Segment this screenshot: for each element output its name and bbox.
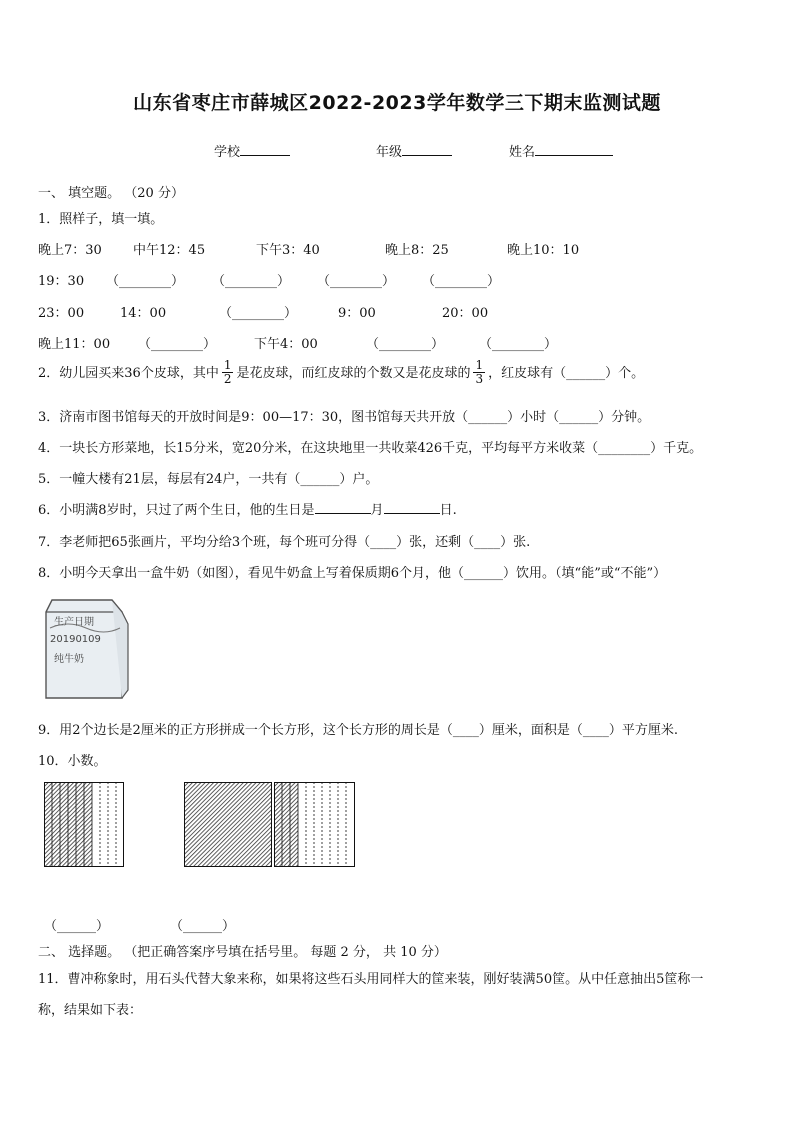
q1-row2-cell: （________） xyxy=(317,274,396,289)
q1-row1-cell: 下午3：40 xyxy=(256,243,320,258)
q2-text xyxy=(38,360,644,387)
shaded-region xyxy=(274,782,298,867)
q6-part1: 6．小明满8岁时，只过了两个生日，他的生日是 xyxy=(38,503,315,518)
name-field xyxy=(509,141,613,160)
q1-row3-cell: 23：00 xyxy=(38,306,85,321)
q10-text: 10．小数。 xyxy=(38,754,107,769)
q2-part1: 2．幼儿园买来36个皮球，其中 xyxy=(38,366,219,381)
fraction-denominator: 2 xyxy=(223,372,232,386)
fraction-one-half xyxy=(222,359,234,386)
section2-heading: 二、 选择题。 （把正确答案序号填在括号里。 每题 2 分， 共 10 分） xyxy=(38,945,447,960)
q1-row4-cell: （________） xyxy=(366,337,445,352)
page-title: 山东省枣庄市薛城区2022-2023学年数学三下期末监测试题 xyxy=(133,92,661,114)
milk-carton-image xyxy=(38,598,130,708)
q1-row1-cell: 晚上7：30 xyxy=(38,243,102,258)
q6-part2: 月 xyxy=(370,503,384,518)
q10-answer-1: （______） xyxy=(44,919,110,934)
q1-row3-cell: 14：00 xyxy=(120,306,167,321)
school-field xyxy=(214,141,290,160)
q11-line1: 11．曹冲称象时，用石头代替大象来称，如果将这些石头用同样大的筐来装，刚好装满50筐。从中任意抽出5筐称一 xyxy=(38,972,704,987)
q1-row4-cell: 下午4：00 xyxy=(254,337,318,352)
q1-row4-cell: （________） xyxy=(479,337,558,352)
q1-text: 1．照样子，填一填。 xyxy=(38,212,164,227)
q1-row1-cell: 晚上10：10 xyxy=(507,243,580,258)
q7-text: 7．李老师把65张画片，平均分给3个班，每个班可分得（____）张，还剩（____）张. xyxy=(38,535,531,550)
grade-blank xyxy=(402,143,452,156)
name-blank xyxy=(535,143,613,156)
month-blank xyxy=(315,501,371,514)
production-date-value: 20190109 xyxy=(50,634,101,645)
fraction-one-third xyxy=(473,359,485,386)
product-name: 纯牛奶 xyxy=(54,654,84,665)
q1-row1-cell: 晚上8：25 xyxy=(385,243,449,258)
q6-text xyxy=(38,499,457,518)
q1-row4-cell: （________） xyxy=(138,337,217,352)
grade-field xyxy=(376,141,452,160)
shaded-region xyxy=(184,782,272,867)
q1-row3-cell: 20：00 xyxy=(442,306,489,321)
q4-text: 4．一块长方形菜地，长15分米，宽20分米，在这块地里一共收菜426千克，平均每平方米收菜（________）千克。 xyxy=(38,441,703,456)
decimal-grid-left xyxy=(44,782,124,868)
section1-heading: 一、 填空题。 （20 分） xyxy=(38,186,184,201)
q2-part2: 是花皮球，而红皮球的个数又是花皮球的 xyxy=(236,366,471,381)
q9-text: 9．用2个边长是2厘米的正方形拼成一个长方形，这个长方形的周长是（____）厘米，面积是（____）平方厘米. xyxy=(38,723,678,738)
q1-row4-cell: 晚上11：00 xyxy=(38,337,111,352)
q1-row3-cell: 9：00 xyxy=(338,306,376,321)
q5-text: 5．一幢大楼有21层，每层有24户，一共有（______）户。 xyxy=(38,472,379,487)
name-label: 姓名 xyxy=(509,145,536,160)
q6-part3: 日. xyxy=(439,503,457,518)
q1-row2-cell: （________） xyxy=(106,274,185,289)
fraction-numerator: 1 xyxy=(475,358,484,372)
q10-answer-2: （______） xyxy=(170,919,236,934)
q11-line2: 称，结果如下表： xyxy=(38,1003,143,1018)
school-blank xyxy=(240,143,290,156)
q3-text: 3．济南市图书馆每天的开放时间是9：00—17：30，图书馆每天共开放（______）小时（______）分钟。 xyxy=(38,410,651,425)
q1-row2-cell: （________） xyxy=(422,274,501,289)
production-date-label: 生产日期 xyxy=(54,617,94,628)
q8-text: 8．小明今天拿出一盒牛奶（如图），看见牛奶盒上写着保质期6个月，他（______）饮用。（填“能”或“不能”） xyxy=(38,566,667,581)
q2-part3: ，红皮球有（______）个。 xyxy=(488,366,645,381)
decimal-grid-middle xyxy=(184,782,274,868)
q1-row1-cell: 中午12：45 xyxy=(133,243,206,258)
day-blank xyxy=(384,501,440,514)
grade-label: 年级 xyxy=(376,145,403,160)
decimal-grid-right xyxy=(274,782,356,868)
school-label: 学校 xyxy=(214,145,241,160)
carton-outline xyxy=(46,600,122,698)
fraction-numerator: 1 xyxy=(223,358,232,372)
q1-row2-cell: 19：30 xyxy=(38,274,85,289)
q1-row2-cell: （________） xyxy=(212,274,291,289)
q1-row3-cell: （________） xyxy=(219,306,298,321)
fraction-denominator: 3 xyxy=(475,372,484,386)
